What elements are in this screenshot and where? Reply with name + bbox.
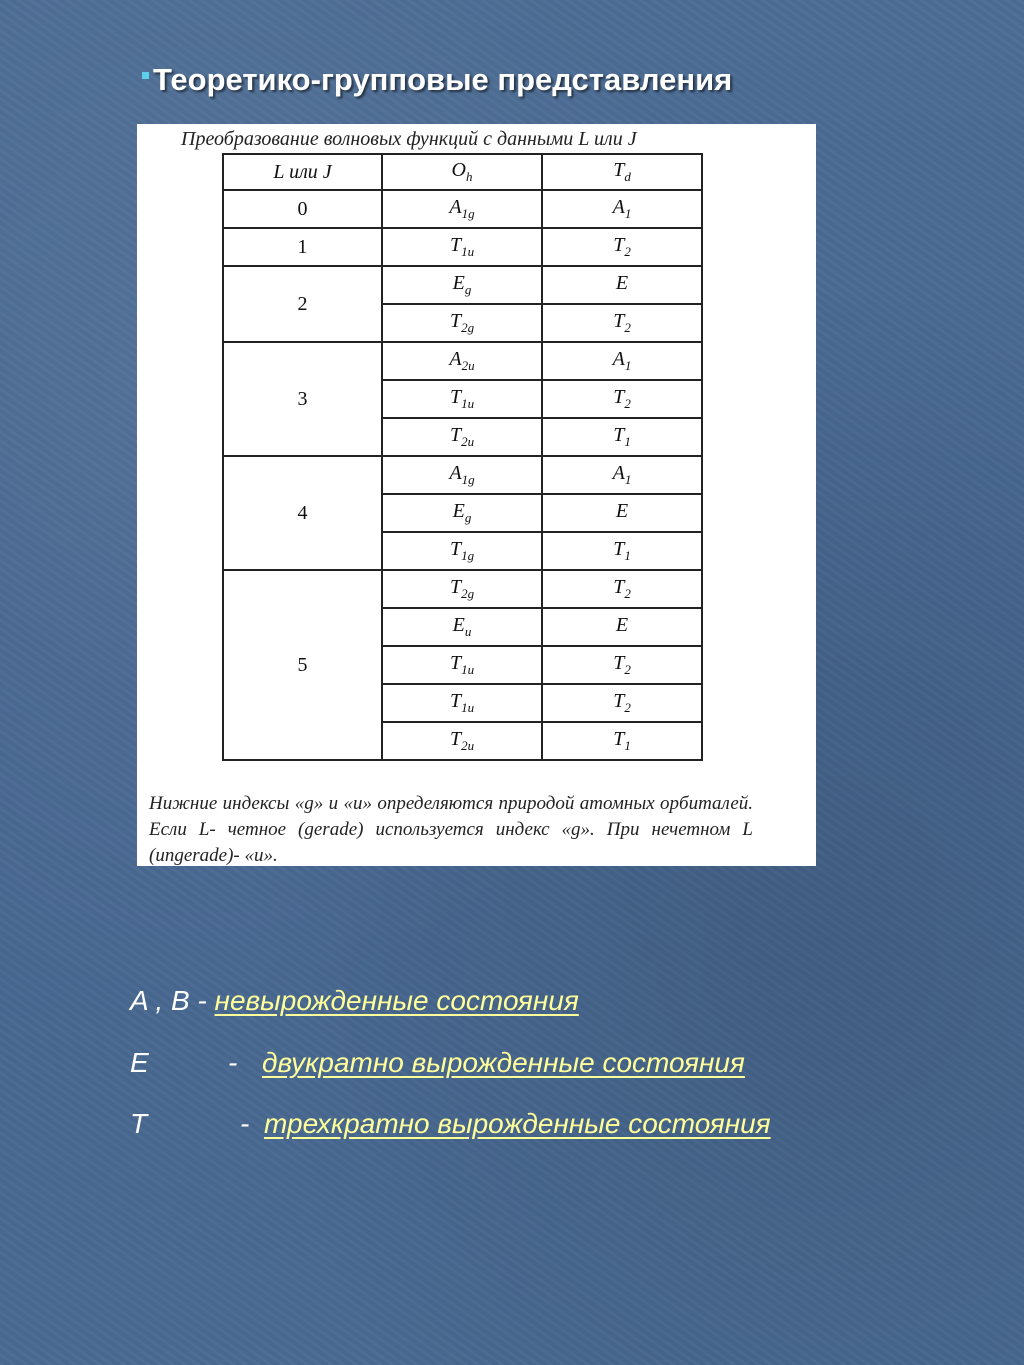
td-cell: $T_1$ <box>542 418 702 456</box>
table-footnote: Нижние индексы «g» и «u» определяются природой атомных орбиталей. Если L- четное (gerade) используется индекс «g». При нечетном L (ungerade)- «u». <box>149 793 753 866</box>
table-row <box>223 190 702 228</box>
td-cell: $T_2$ <box>542 380 702 418</box>
l-value-cell: 1 <box>223 228 382 266</box>
td-cell: $T_2$ <box>542 228 702 266</box>
table-image <box>137 124 816 866</box>
oh-cell: $T_{2u}$ <box>382 722 542 760</box>
legend-symbol: T <box>130 1108 148 1139</box>
td-cell: $A_1$ <box>542 342 702 380</box>
l-value-cell: 2 <box>223 266 382 342</box>
table-row <box>223 570 702 608</box>
l-value-cell: 0 <box>223 190 382 228</box>
td-cell: $T_2$ <box>542 570 702 608</box>
oh-cell: $A_{1g}$ <box>382 190 542 228</box>
table-row <box>223 342 702 380</box>
oh-cell: $T_{1u}$ <box>382 684 542 722</box>
legend-description: невырожденные состояния <box>214 985 579 1016</box>
oh-cell: $E_g$ <box>382 266 542 304</box>
legend-line-ab <box>130 985 579 1017</box>
oh-cell: $T_{1u}$ <box>382 380 542 418</box>
td-cell: E <box>542 494 702 532</box>
table-row <box>223 456 702 494</box>
td-cell: $T_1$ <box>542 722 702 760</box>
table-row <box>223 266 702 304</box>
representation-table <box>222 153 703 761</box>
oh-cell: $T_{1u}$ <box>382 228 542 266</box>
td-cell: E <box>542 608 702 646</box>
l-value-cell: 4 <box>223 456 382 570</box>
legend-description: трехкратно вырожденные состояния <box>264 1108 771 1139</box>
oh-cell: $T_{2g}$ <box>382 570 542 608</box>
oh-cell: $E_u$ <box>382 608 542 646</box>
header-oh: $O_h$ <box>382 154 542 190</box>
slide-title <box>142 62 732 98</box>
legend-description: двукратно вырожденные состояния <box>262 1047 745 1078</box>
header-l-or-j: L или J <box>223 154 382 190</box>
l-value-cell: 3 <box>223 342 382 456</box>
td-cell: $A_1$ <box>542 190 702 228</box>
oh-cell: $A_{1g}$ <box>382 456 542 494</box>
td-cell: E <box>542 266 702 304</box>
slide-title-text: Теоретико-групповые представления <box>153 62 733 97</box>
header-td: $T_d$ <box>542 154 702 190</box>
legend-dash: - <box>228 1047 238 1078</box>
legend-symbol: E <box>130 1047 149 1078</box>
td-cell: $T_1$ <box>542 532 702 570</box>
table-header-row <box>223 154 702 190</box>
legend-symbol: A , B <box>130 985 190 1016</box>
oh-cell: $T_{1u}$ <box>382 646 542 684</box>
oh-cell: $T_{2g}$ <box>382 304 542 342</box>
legend-line-t <box>130 1108 771 1140</box>
l-value-cell: 5 <box>223 570 382 760</box>
oh-cell: $A_{2u}$ <box>382 342 542 380</box>
table-heading: Преобразование волновых функций с данными L или J <box>181 128 637 150</box>
oh-cell: $T_{2u}$ <box>382 418 542 456</box>
legend-dash: - <box>189 985 215 1016</box>
td-cell: $T_2$ <box>542 646 702 684</box>
bullet-square-icon <box>142 72 149 79</box>
td-cell: $A_1$ <box>542 456 702 494</box>
table-row <box>223 228 702 266</box>
td-cell: $T_2$ <box>542 304 702 342</box>
legend-line-e <box>130 1047 745 1079</box>
oh-cell: $E_g$ <box>382 494 542 532</box>
td-cell: $T_2$ <box>542 684 702 722</box>
legend-dash: - <box>240 1108 250 1139</box>
oh-cell: $T_{1g}$ <box>382 532 542 570</box>
